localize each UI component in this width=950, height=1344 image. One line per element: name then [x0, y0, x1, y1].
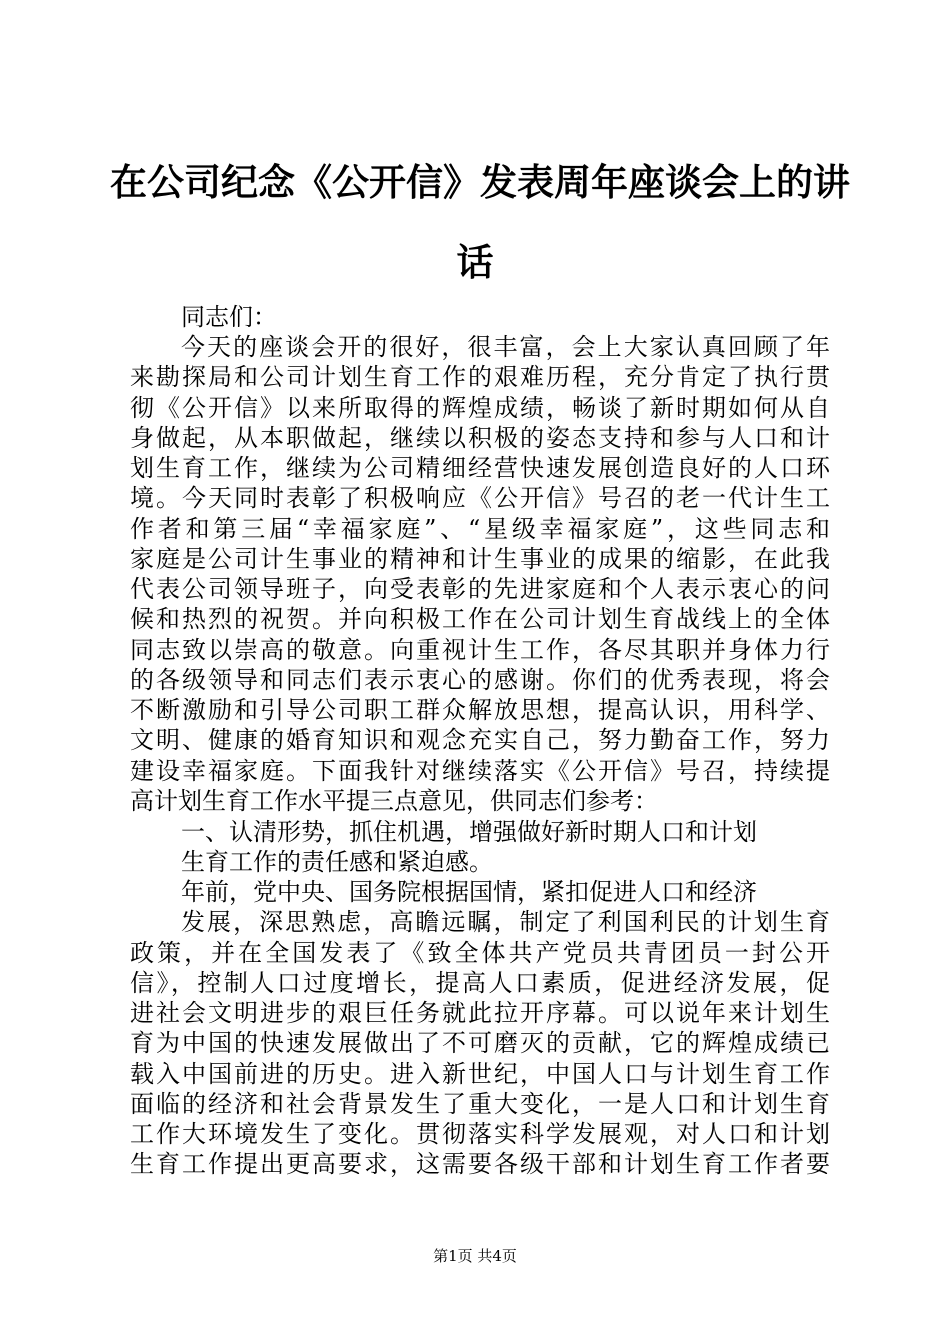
body-line: 进社会文明进步的艰巨任务就此拉开序幕。可以说年来计划生	[130, 999, 830, 1027]
body-line: 育为中国的快速发展做出了不可磨灭的贡献，它的辉煌成绩已	[130, 1029, 830, 1057]
body-line: 政策，并在全国发表了《致全体共产党员共青团员一封公开	[130, 939, 830, 967]
body-line: 信》，控制人口过度增长，提高人口素质，促进经济发展，促	[130, 969, 830, 997]
body-line: 境。今天同时表彰了积极响应《公开信》号召的老一代计生工	[130, 484, 830, 512]
body-line: 划生育工作，继续为公司精细经营快速发展创造良好的人口环	[130, 454, 830, 482]
document-title-line-1: 在公司纪念《公开信》发表周年座谈会上的讲	[110, 160, 850, 204]
body-line: 候和热烈的祝贺。并向积极工作在公司计划生育战线上的全体	[130, 605, 830, 633]
section-heading-line: 一、认清形势，抓住机遇，增强做好新时期人口和计划	[181, 818, 757, 846]
body-line: 工作大环境发生了变化。贯彻落实科学发展观，对人口和计划	[130, 1120, 830, 1148]
body-line: 高计划生育工作水平提三点意见，供同志们参考：	[130, 787, 658, 815]
body-line: 年前，党中央、国务院根据国情，紧扣促进人口和经济	[181, 878, 757, 906]
body-line: 的各级领导和同志们表示衷心的感谢。你们的优秀表现，将会	[130, 666, 830, 694]
body-line: 不断激励和引导公司职工群众解放思想，提高认识，用科学、	[130, 696, 830, 724]
body-line: 生育工作提出更高要求，这需要各级干部和计划生育工作者要	[130, 1150, 830, 1178]
body-line: 发展，深思熟虑，高瞻远瞩，制定了利国利民的计划生育	[181, 908, 830, 936]
body-line: 来勘探局和公司计划生育工作的艰难历程，充分肯定了执行贯	[130, 363, 830, 391]
body-line: 家庭是公司计生事业的精神和计生事业的成果的缩影，在此我	[130, 545, 830, 573]
section-heading-line: 生育工作的责任感和紧迫感。	[181, 848, 493, 876]
body-line: 代表公司领导班子，向受表彰的先进家庭和个人表示衷心的问	[130, 575, 830, 603]
body-line: 面临的经济和社会背景发生了重大变化，一是人口和计划生育	[130, 1090, 830, 1118]
body-line: 今天的座谈会开的很好，很丰富，会上大家认真回顾了年	[181, 333, 830, 361]
body-line: 彻《公开信》以来所取得的辉煌成绩，畅谈了新时期如何从自	[130, 394, 830, 422]
document-title-line-2: 话	[456, 240, 494, 284]
salutation: 同志们：	[181, 303, 277, 331]
body-line: 同志致以崇高的敬意。向重视计生工作，各尽其职并身体力行	[130, 636, 830, 664]
body-line: 建设幸福家庭。下面我针对继续落实《公开信》号召，持续提	[130, 757, 830, 785]
body-line: 身做起，从本职做起，继续以积极的姿态支持和参与人口和计	[130, 424, 830, 452]
page-number-footer: 第1页 共4页	[433, 1247, 517, 1265]
body-line: 载入中国前进的历史。进入新世纪，中国人口与计划生育工作	[130, 1060, 830, 1088]
body-line: 文明、健康的婚育知识和观念充实自己，努力勤奋工作，努力	[130, 726, 830, 754]
body-line: 作者和第三届“幸福家庭”、“星级幸福家庭”，这些同志和	[130, 515, 830, 543]
